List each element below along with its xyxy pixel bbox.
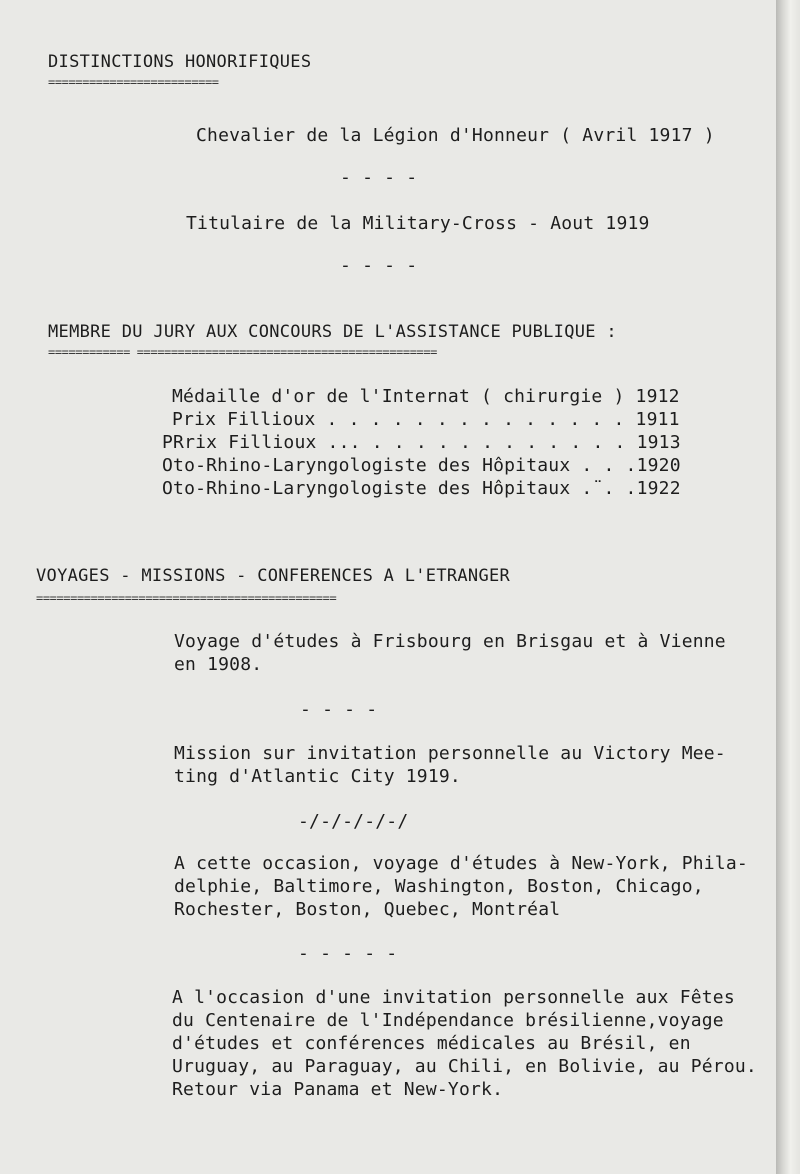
separator-slashes: -/-/-/-/-/ [298, 811, 409, 832]
voyage-paragraph-line: en 1908. [174, 654, 263, 675]
distinction-military-cross: Titulaire de la Military-Cross - Aout 1919 [186, 213, 650, 234]
voyages-heading-underline: ============================================ [36, 592, 337, 604]
jury-line: Oto-Rhino-Laryngologiste des Hôpitaux .¨. .1922 [162, 478, 681, 499]
bresil-paragraph-line: du Centenaire de l'Indépendance brésilienne,voyage [172, 1010, 724, 1031]
distinctions-heading-underline: ========================= [48, 76, 219, 88]
bresil-paragraph-line: A l'occasion d'une invitation personnelle aux Fêtes [172, 987, 735, 1008]
jury-heading-underline: ============ ============================================ [48, 346, 438, 358]
occasion-paragraph-line: Rochester, Boston, Quebec, Montréal [174, 899, 561, 920]
jury-line: Oto-Rhino-Laryngologiste des Hôpitaux . . .1920 [162, 455, 681, 476]
jury-heading: MEMBRE DU JURY AUX CONCOURS DE L'ASSISTANCE PUBLIQUE : [48, 322, 617, 342]
bresil-paragraph-line: Uruguay, au Paraguay, au Chili, en Bolivie, au Pérou. [172, 1056, 757, 1077]
separator-dashes: - - - - [340, 167, 418, 188]
separator-dashes: - - - - [300, 699, 378, 720]
mission-paragraph-line: ting d'Atlantic City 1919. [174, 766, 461, 787]
distinction-legion-honneur: Chevalier de la Légion d'Honneur ( Avril 1917 ) [196, 125, 715, 146]
jury-line: Médaille d'or de l'Internat ( chirurgie ) 1912 [172, 386, 680, 407]
voyage-paragraph-line: Voyage d'études à Frisbourg en Brisgau et à Vienne [174, 631, 726, 652]
separator-dashes: - - - - - [298, 943, 398, 964]
voyages-heading: VOYAGES - MISSIONS - CONFERENCES A L'ETRANGER [36, 566, 511, 586]
occasion-paragraph-line: delphie, Baltimore, Washington, Boston, Chicago, [174, 876, 704, 897]
jury-line: PRrix Fillioux ... . . . . . . . . . . . . 1913 [162, 432, 681, 453]
bresil-paragraph-line: d'études et conférences médicales au Brésil, en [172, 1033, 691, 1054]
page-edge [776, 0, 800, 1174]
distinctions-heading: DISTINCTIONS HONORIFIQUES [48, 52, 312, 72]
separator-dashes: - - - - [340, 255, 418, 276]
jury-line: Prix Fillioux . . . . . . . . . . . . . . 1911 [172, 409, 680, 430]
occasion-paragraph-line: A cette occasion, voyage d'études à New-York, Phila- [174, 853, 748, 874]
mission-paragraph-line: Mission sur invitation personnelle au Victory Mee- [174, 743, 726, 764]
bresil-paragraph-line: Retour via Panama et New-York. [172, 1079, 504, 1100]
